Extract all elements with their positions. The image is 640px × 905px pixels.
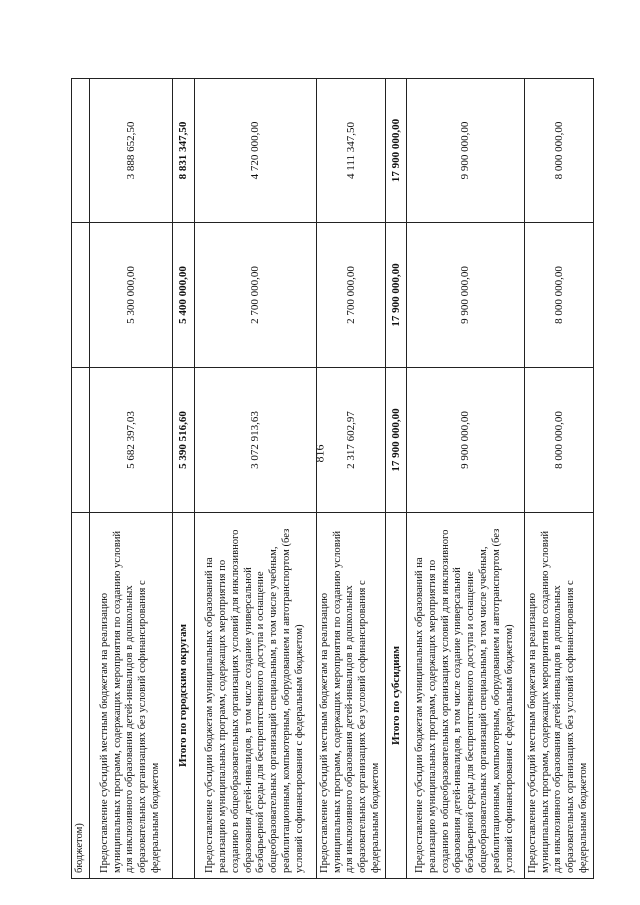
- row-description: Предоставление субсидий местным бюджетам на реализацию муниципальных программ, содержащих мероприятия по созданию условий для инклюзивного образования детей-инвалидов в дошкольных образовательных организациях без условий софинансирования с федеральным бюджетом: [89, 513, 172, 879]
- value-col-1: 9 900 000,00: [406, 368, 524, 513]
- value-col-3: 3 888 652,50: [89, 79, 172, 223]
- value-col-3: 4 111 347,50: [316, 79, 385, 223]
- total-value-col-2: 17 900 000,00: [385, 223, 406, 368]
- row-description: Предоставление субсидий местным бюджетам на реализацию муниципальных программ, содержащих мероприятия по созданию условий для инклюзивного образования детей-инвалидов в дошкольных образовательных организациях без условий софинансирования с федеральным бюджетом: [316, 513, 385, 879]
- table-row: [194, 79, 316, 879]
- value-col-2: 2 700 000,00: [194, 223, 316, 368]
- value-col-1: 3 072 913,63: [194, 368, 316, 513]
- value-col-3: [72, 79, 90, 223]
- total-row: [172, 79, 194, 879]
- value-col-1: 8 000 000,00: [524, 368, 593, 513]
- table-row: [89, 79, 172, 879]
- row-description: Предоставление субсидий местным бюджетам на реализацию муниципальных программ, содержащих мероприятия по созданию условий для инклюзивного образования детей-инвалидов в дошкольных образовательных организациях без условий софинансирования с федеральным бюджетом: [524, 513, 593, 879]
- total-value-col-1: 5 390 516,60: [172, 368, 194, 513]
- page-number: 816: [312, 444, 327, 463]
- row-description: Предоставление субсидии бюджетам муниципальных образований на реализацию муниципальных программ, содержащих мероприятия по созданию в общеобразовательных организациях условий для инклюзивного образования детей-инвалидов, в том числе создание универсальной безбарьерной среды для беспрепятственного доступа и оснащение общеобразовательных организаций специальным, в том числе учебным, реабилитационным, компьютерным, оборудованием и автотранспортом (без условий софинансирования с федеральным бюджетом): [194, 513, 316, 879]
- total-value-col-1: 17 900 000,00: [385, 368, 406, 513]
- table-row: [72, 79, 90, 879]
- value-col-2: [72, 223, 90, 368]
- value-col-3: 4 720 000,00: [194, 79, 316, 223]
- subsidy-table: [71, 78, 594, 879]
- total-value-col-3: 17 900 000,00: [385, 79, 406, 223]
- total-value-col-3: 8 831 347,50: [172, 79, 194, 223]
- total-row: [385, 79, 406, 879]
- value-col-3: 8 000 000,00: [524, 79, 593, 223]
- total-label: Итого по субсидиям: [385, 513, 406, 879]
- table-row: [316, 79, 385, 879]
- value-col-1: 5 682 397,03: [89, 368, 172, 513]
- rotated-table-container: [71, 79, 588, 879]
- total-label: Итого по городским округам: [172, 513, 194, 879]
- table-row: [406, 79, 524, 879]
- total-value-col-2: 5 400 000,00: [172, 223, 194, 368]
- row-description: Предоставление субсидии бюджетам муниципальных образований на реализацию муниципальных программ, содержащих мероприятия по созданию в общеобразовательных организациях условий для инклюзивного образования детей-инвалидов, в том числе создание универсальной безбарьерной среды для беспрепятственного доступа и оснащение общеобразовательных организаций специальным, в том числе учебным, реабилитационным, компьютерным, оборудованием и автотранспортом (без условий софинансирования с федеральным бюджетом): [406, 513, 524, 879]
- value-col-2: 2 700 000,00: [316, 223, 385, 368]
- value-col-2: 8 000 000,00: [524, 223, 593, 368]
- row-description: бюджетом): [72, 513, 90, 879]
- table-row: [524, 79, 593, 879]
- value-col-2: 9 900 000,00: [406, 223, 524, 368]
- value-col-3: 9 900 000,00: [406, 79, 524, 223]
- value-col-2: 5 300 000,00: [89, 223, 172, 368]
- value-col-1: [72, 368, 90, 513]
- value-col-1: 2 317 602,97: [316, 368, 385, 513]
